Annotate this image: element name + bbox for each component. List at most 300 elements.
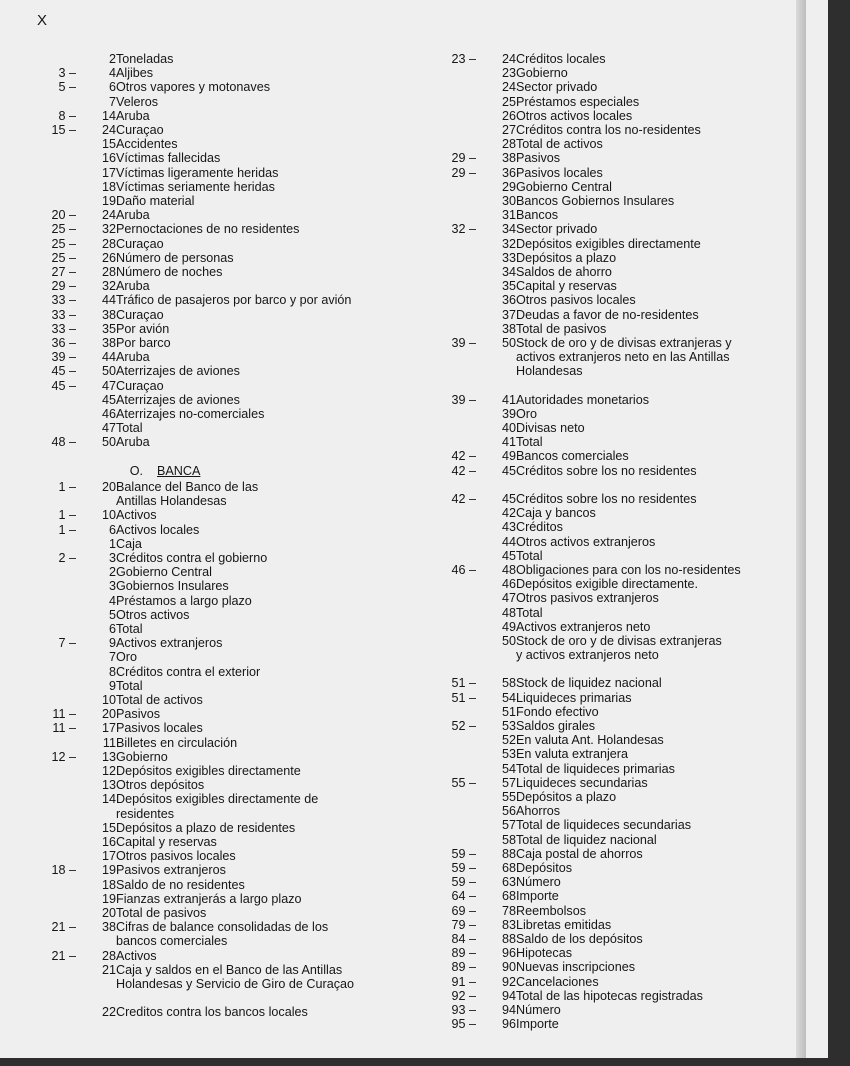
row-number-to: 41 <box>501 392 516 407</box>
row-label: Activos <box>116 508 157 523</box>
index-row <box>430 251 826 265</box>
row-number-to: 44 <box>101 350 116 365</box>
row-number-to: 47 <box>501 591 516 606</box>
row-number-to: 96 <box>501 1017 516 1032</box>
row-label: Accidentes <box>116 137 178 152</box>
row-number-from: 29 – <box>451 165 476 180</box>
row-label: Curaçao <box>116 307 164 322</box>
index-row <box>430 946 826 960</box>
row-label: Total de liquideces secundarias <box>516 818 692 833</box>
row-label: Aljibes <box>116 66 154 81</box>
row-label: Otros activos extranjeros <box>516 534 656 549</box>
row-number-range <box>430 492 516 506</box>
row-number-range <box>30 650 116 664</box>
index-row <box>430 279 826 293</box>
row-number-from: 15 – <box>51 123 76 138</box>
index-row <box>430 336 826 350</box>
row-number-range <box>430 804 516 818</box>
row-number-range <box>30 920 116 934</box>
row-label: Stock de oro y de divisas extranjeras <box>516 633 722 648</box>
row-label: Número <box>516 1003 561 1017</box>
index-row <box>30 565 420 579</box>
row-number-from: 18 – <box>51 863 76 878</box>
row-label: Total de pasivos <box>116 905 207 920</box>
index-row <box>430 932 826 946</box>
row-number-range <box>430 960 516 974</box>
index-row <box>30 579 420 593</box>
row-number-to: 37 <box>501 307 516 322</box>
row-number-to: 88 <box>501 846 516 861</box>
row-number-from: 29 – <box>451 151 476 166</box>
index-row <box>30 608 420 622</box>
row-number-to: 29 <box>501 179 516 194</box>
row-label: Antillas Holandesas <box>116 494 227 509</box>
index-row <box>30 222 420 236</box>
row-label: Veleros <box>116 94 159 109</box>
index-row <box>30 636 420 650</box>
row-number-to: 43 <box>501 520 516 535</box>
row-label: Billetes en circulación <box>116 735 238 750</box>
row-number-to: 24 <box>101 123 116 138</box>
row-number-to: 48 <box>501 562 516 577</box>
row-label: Total de pasivos <box>516 321 607 336</box>
index-row <box>430 818 826 832</box>
row-number-from: 59 – <box>451 860 476 875</box>
index-row <box>430 563 826 577</box>
row-number-range <box>430 1003 516 1017</box>
row-label: Curaçao <box>116 123 164 138</box>
row-number-to: 15 <box>101 137 116 152</box>
row-label: Créditos contra el exterior <box>116 664 261 679</box>
row-number-range <box>30 523 116 537</box>
row-number-from: 93 – <box>451 1003 476 1017</box>
row-label: Caja postal de ahorros <box>516 846 643 861</box>
index-row <box>430 237 826 251</box>
row-number-range <box>430 733 516 747</box>
row-label: Obligaciones para con los no-residentes <box>516 562 741 577</box>
row-number-range <box>430 80 516 94</box>
index-row <box>430 350 826 364</box>
row-number-to: 38 <box>501 321 516 336</box>
row-number-range <box>430 705 516 719</box>
row-number-from: 27 – <box>51 265 76 280</box>
row-number-to: 47 <box>101 421 116 436</box>
row-label: Número de personas <box>116 250 234 265</box>
index-row <box>430 208 826 222</box>
index-row <box>30 551 420 565</box>
row-number-range <box>430 676 516 690</box>
index-row <box>430 435 826 449</box>
row-label: Tráfico de pasajeros por barco y por avión <box>116 293 352 308</box>
row-number-range <box>430 166 516 180</box>
index-row <box>30 750 420 764</box>
row-label: Depósitos exigibles directamente de <box>116 792 319 807</box>
row-number-to: 49 <box>501 449 516 464</box>
row-number-range <box>30 778 116 792</box>
row-label: Activos extranjeros <box>116 636 223 651</box>
row-number-from: 48 – <box>51 435 76 450</box>
row-number-range <box>30 736 116 750</box>
section-letter: O. <box>129 463 143 478</box>
row-label: Nuevas inscripciones <box>516 960 635 975</box>
row-number-range <box>30 892 116 906</box>
row-number-from: 1 – <box>58 479 76 494</box>
index-row <box>430 109 826 123</box>
row-number-range <box>430 350 516 364</box>
row-number-to: 2 <box>108 565 116 580</box>
row-number-to: 24 <box>101 208 116 223</box>
row-number-to: 13 <box>101 749 116 764</box>
index-row <box>430 265 826 279</box>
row-number-to: 78 <box>501 903 516 918</box>
row-number-range <box>430 591 516 605</box>
row-number-to: 46 <box>101 407 116 422</box>
row-label: Otros pasivos locales <box>116 849 236 864</box>
index-row <box>430 833 826 847</box>
row-number-range <box>30 208 116 222</box>
index-row <box>430 705 826 719</box>
row-number-range <box>430 889 516 903</box>
row-label: Bancos Gobiernos Insulares <box>516 194 675 209</box>
row-number-from: 84 – <box>451 931 476 946</box>
row-label: Total <box>516 435 543 450</box>
row-number-to: 27 <box>501 123 516 138</box>
index-row <box>30 764 420 778</box>
row-number-range <box>430 95 516 109</box>
index-row <box>430 293 826 307</box>
row-label: Bancos comerciales <box>516 449 629 464</box>
row-label: Total <box>516 548 543 563</box>
row-number-to: 26 <box>101 250 116 265</box>
row-number-range <box>30 636 116 650</box>
index-row <box>30 237 420 251</box>
index-row <box>430 1017 826 1031</box>
row-number-range <box>30 693 116 707</box>
index-row <box>430 960 826 974</box>
row-label: Otros activos <box>116 607 190 622</box>
row-label: Depósitos <box>516 860 573 875</box>
row-label: Víctimas seriamente heridas <box>116 179 275 194</box>
row-number-range <box>430 322 516 336</box>
row-number-from: 25 – <box>51 222 76 237</box>
row-number-range <box>30 151 116 165</box>
row-label: Víctimas fallecidas <box>116 151 221 166</box>
row-number-to: 68 <box>501 889 516 904</box>
row-number-range <box>430 293 516 307</box>
row-label: Caja y bancos <box>516 506 596 521</box>
row-number-to: 17 <box>101 849 116 864</box>
index-row <box>30 494 420 508</box>
index-row <box>430 591 826 605</box>
row-number-to: 57 <box>501 775 516 790</box>
row-number-to: 45 <box>501 491 516 506</box>
row-number-to: 28 <box>101 265 116 280</box>
row-number-range <box>30 537 116 551</box>
row-label: Stock de oro y de divisas extranjeras y <box>516 336 732 351</box>
row-number-range <box>430 946 516 960</box>
row-number-range <box>30 364 116 378</box>
row-label: activos extranjeros neto en las Antillas <box>516 350 730 365</box>
row-label: En valuta extranjera <box>516 747 629 762</box>
row-label: Depósitos a plazo de residentes <box>116 820 296 835</box>
row-label: Reembolsos <box>516 903 586 918</box>
row-number-range <box>30 565 116 579</box>
row-number-to: 26 <box>501 108 516 123</box>
row-number-to: 88 <box>501 931 516 946</box>
row-label: Liquideces primarias <box>516 690 632 705</box>
row-number-range <box>30 180 116 194</box>
row-number-range <box>30 322 116 336</box>
index-row <box>30 849 420 863</box>
row-number-from: 45 – <box>51 378 76 393</box>
index-row <box>30 679 420 693</box>
row-number-range <box>30 52 116 66</box>
row-label: Cifras de balance consolidadas de los <box>116 920 329 935</box>
row-number-to: 28 <box>101 948 116 963</box>
row-number-from: 51 – <box>451 676 476 691</box>
row-number-from: 79 – <box>451 917 476 932</box>
index-row <box>30 180 420 194</box>
row-label: Activos locales <box>116 522 200 537</box>
row-label: Creditos contra los bancos locales <box>116 1005 308 1020</box>
index-row <box>430 989 826 1003</box>
index-row <box>430 194 826 208</box>
row-number-to: 4 <box>108 66 116 81</box>
row-number-to: 3 <box>108 579 116 594</box>
row-label: Oro <box>516 406 537 421</box>
row-number-to: 45 <box>101 392 116 407</box>
row-number-range <box>30 350 116 364</box>
row-number-to: 30 <box>501 194 516 209</box>
row-number-from: 21 – <box>51 948 76 963</box>
row-number-to: 58 <box>501 676 516 691</box>
row-number-to: 10 <box>101 508 116 523</box>
row-label: Préstamos especiales <box>516 94 640 109</box>
row-number-to: 17 <box>101 165 116 180</box>
index-row <box>30 350 420 364</box>
index-row <box>30 109 420 123</box>
index-row <box>30 52 420 66</box>
row-number-to: 63 <box>501 875 516 890</box>
section-title: BANCA <box>157 463 201 478</box>
row-number-range <box>430 747 516 761</box>
row-number-to: 44 <box>101 293 116 308</box>
row-number-to: 11 <box>102 735 116 750</box>
row-number-range <box>430 634 516 648</box>
row-label: Depósitos exigibles directamente <box>516 236 701 251</box>
row-number-to: 54 <box>501 690 516 705</box>
row-number-to: 20 <box>101 707 116 722</box>
row-number-from: 42 – <box>451 491 476 506</box>
row-label: Créditos contra los no-residentes <box>516 123 701 138</box>
row-number-to: 6 <box>108 522 116 537</box>
row-label: Oro <box>116 650 137 665</box>
index-row <box>30 906 420 920</box>
index-row <box>30 821 420 835</box>
row-label: Autoridades monetarios <box>516 392 650 407</box>
row-label: Gobiernos Insulares <box>116 579 229 594</box>
row-number-from: 8 – <box>58 108 76 123</box>
row-number-range <box>30 807 116 821</box>
row-number-to: 5 <box>108 607 116 622</box>
row-number-range <box>30 1005 116 1019</box>
row-label: Aterrizajes de aviones <box>116 392 240 407</box>
row-label: Depósitos exigible directamente. <box>516 577 699 592</box>
row-label: y activos extranjeros neto <box>516 648 659 663</box>
row-number-range <box>430 606 516 620</box>
left-column <box>30 52 420 1019</box>
row-number-from: 36 – <box>51 336 76 351</box>
row-label: Libretas emitidas <box>516 917 612 932</box>
index-row <box>30 523 420 537</box>
row-number-range <box>30 721 116 735</box>
row-label: Depósitos a plazo <box>516 250 617 265</box>
row-number-to: 20 <box>101 479 116 494</box>
index-row <box>430 449 826 463</box>
row-label: Créditos <box>516 520 563 535</box>
row-number-to: 41 <box>501 435 516 450</box>
index-row <box>430 804 826 818</box>
row-number-from: 12 – <box>51 749 76 764</box>
index-row <box>30 265 420 279</box>
index-row <box>430 464 826 478</box>
row-number-to: 24 <box>501 52 516 66</box>
row-label: Total de liquideces primarias <box>516 761 675 776</box>
row-label: Aruba <box>116 350 150 365</box>
row-number-from: 59 – <box>451 846 476 861</box>
index-row <box>430 719 826 733</box>
row-number-to: 13 <box>101 778 116 793</box>
index-row <box>30 421 420 435</box>
index-row <box>30 792 420 806</box>
row-number-to: 16 <box>101 151 116 166</box>
row-label: Víctimas ligeramente heridas <box>116 165 279 180</box>
row-label: Daño material <box>116 194 195 209</box>
index-row <box>430 137 826 151</box>
row-number-to: 19 <box>101 194 116 209</box>
row-number-to: 23 <box>501 66 516 81</box>
row-label: Total <box>116 678 143 693</box>
row-number-range <box>430 989 516 1003</box>
index-row <box>30 80 420 94</box>
row-number-to: 83 <box>501 917 516 932</box>
right-entry-list <box>430 52 826 1031</box>
index-row <box>430 549 826 563</box>
row-number-to: 20 <box>101 905 116 920</box>
row-number-range <box>430 123 516 137</box>
row-number-to: 51 <box>501 704 516 719</box>
row-number-to: 45 <box>501 463 516 478</box>
row-number-to: 4 <box>108 593 116 608</box>
row-number-range <box>430 52 516 66</box>
row-number-to: 36 <box>501 165 516 180</box>
row-number-to: 94 <box>501 1003 516 1017</box>
index-row <box>30 650 420 664</box>
row-number-from: 20 – <box>51 208 76 223</box>
row-number-range <box>430 975 516 989</box>
index-row <box>30 279 420 293</box>
row-number-range <box>430 1017 516 1031</box>
row-number-from: 42 – <box>451 449 476 464</box>
row-number-range <box>30 480 116 494</box>
index-row <box>430 861 826 875</box>
row-number-to: 19 <box>101 891 116 906</box>
row-number-to: 96 <box>501 946 516 961</box>
row-number-from: 33 – <box>51 307 76 322</box>
row-number-to: 33 <box>501 250 516 265</box>
index-row <box>30 963 420 977</box>
row-number-to: 39 <box>501 406 516 421</box>
row-number-range <box>430 904 516 918</box>
row-label: Otros pasivos locales <box>516 293 636 308</box>
index-row <box>30 151 420 165</box>
row-label: Holandesas y Servicio de Giro de Curaçao <box>116 977 355 991</box>
row-number-range <box>430 790 516 804</box>
row-number-to: 36 <box>501 293 516 308</box>
left-entry-list <box>30 52 420 450</box>
row-number-to: 17 <box>101 721 116 736</box>
row-number-to: 8 <box>108 664 116 679</box>
row-number-to: 56 <box>501 804 516 819</box>
row-number-range <box>430 918 516 932</box>
row-number-range <box>30 494 116 508</box>
row-number-to: 6 <box>108 621 116 636</box>
row-label: Cancelaciones <box>516 974 599 989</box>
row-number-to: 6 <box>108 80 116 95</box>
row-number-from: 64 – <box>451 889 476 904</box>
row-number-to: 35 <box>501 279 516 294</box>
index-row <box>30 736 420 750</box>
row-number-range <box>430 151 516 165</box>
index-row <box>430 421 826 435</box>
index-row <box>430 747 826 761</box>
row-number-range <box>30 551 116 565</box>
index-row <box>30 364 420 378</box>
index-row <box>30 721 420 735</box>
row-number-to: 44 <box>501 534 516 549</box>
row-label: Créditos locales <box>516 52 606 66</box>
row-number-to: 19 <box>101 863 116 878</box>
row-number-to: 52 <box>501 733 516 748</box>
row-number-from: 59 – <box>451 875 476 890</box>
row-label: Fondo efectivo <box>516 704 599 719</box>
row-number-range <box>30 421 116 435</box>
row-number-to: 28 <box>101 236 116 251</box>
row-number-from: 25 – <box>51 250 76 265</box>
index-row <box>30 807 420 821</box>
row-number-range <box>30 222 116 236</box>
row-label: Total de liquidez nacional <box>516 832 657 847</box>
index-row <box>430 520 826 534</box>
row-label: Pasivos <box>116 707 161 722</box>
row-label: Aruba <box>116 435 150 450</box>
row-number-range <box>430 251 516 265</box>
index-row <box>30 322 420 336</box>
row-number-range <box>430 265 516 279</box>
index-row <box>30 949 420 963</box>
row-number-range <box>30 608 116 622</box>
row-number-to: 38 <box>101 307 116 322</box>
row-number-to: 50 <box>501 633 516 648</box>
row-label: residentes <box>116 806 175 821</box>
row-label: Capital y reservas <box>516 279 617 294</box>
row-number-to: 1 <box>108 536 116 551</box>
row-number-to: 55 <box>501 789 516 804</box>
row-number-range <box>430 506 516 520</box>
row-number-from: 5 – <box>58 80 76 95</box>
index-row <box>430 308 826 322</box>
row-number-range <box>430 336 516 350</box>
